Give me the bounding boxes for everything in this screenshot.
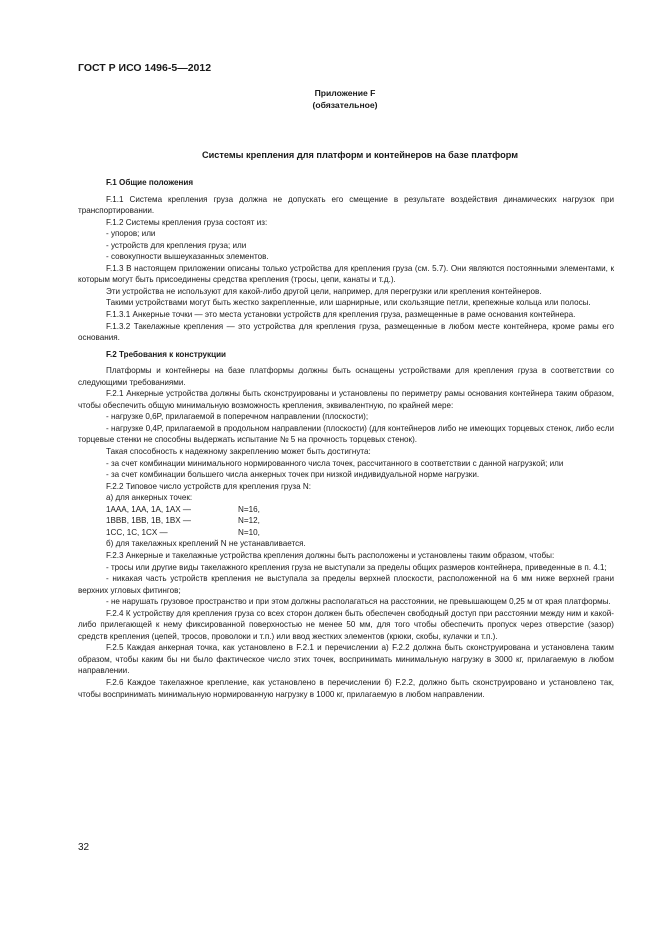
para-f22b: б) для такелажных креплений N не устанавливается.: [106, 539, 306, 549]
list-item: - нагрузке 0,6P, прилагаемой в поперечном направлении (плоскости);: [106, 412, 369, 422]
list-item: - упоров; или: [106, 229, 156, 239]
container-types: 1BBB, 1BB, 1B, 1BX —: [106, 516, 192, 526]
heading-f1: F.1 Общие положения: [106, 178, 194, 187]
anchor-count: N=10,: [238, 527, 260, 537]
document-body: [78, 177, 614, 700]
para-f23: F.2.3 Анкерные и такелажные устройства крепления должны быть расположены и установлены таким образом, чтобы:: [106, 550, 555, 560]
para-f1131: F.1.3.1 Анкерные точки — это места установки устройств для крепления груза, размещенные в раме основания контейнера.: [106, 310, 576, 320]
para-f21: F.2.1 Анкерные устройства должны быть сконструированы и установлены по периметру рамы основания контейнера таким образом, чтобы обеспечить общую минимальную возможность крепления, эквивалентную, по крайней мере:: [78, 389, 614, 410]
para-f21c: Такая способность к надежному закреплению может быть достигнута:: [106, 447, 371, 457]
standard-header: ГОСТ Р ИСО 1496-5—2012: [78, 62, 212, 74]
para-f112: F.1.2 Системы крепления груза состоят из:: [106, 217, 268, 227]
container-types: 1AAA, 1AA, 1A, 1AX —: [106, 504, 192, 514]
anchor-count: N=12,: [238, 516, 260, 526]
list-item: - тросы или другие виды такелажного крепления груза не выступали за пределы общих размеров контейнера, приведенные в п. 4.1;: [106, 562, 607, 572]
list-item: - совокупности вышеуказанных элементов.: [106, 252, 269, 262]
list-item: - за счет комбинации большего числа анкерных точек при низкой индивидуальной норме нагрузки.: [106, 470, 480, 480]
para-f1132: F.1.3.2 Такелажные крепления — это устройства для крепления груза, размещенные в любом месте контейнера, кроме рамы его основания.: [78, 321, 614, 343]
para-f25: F.2.5 Каждая анкерная точка, как установлено в F.2.1 и перечислении а) F.2.2 должна быть сконструирована и установлена таким образом, чтобы каким бы ни было фактическое число этих точек, воспринимать минимальную нагрузку в 3000 кг, прилагаемую в любом направлении.: [78, 643, 614, 676]
heading-f2: F.2 Требования к конструкции: [106, 349, 227, 359]
para-f22a: а) для анкерных точек:: [106, 493, 193, 503]
appendix-status: (обязательное): [312, 100, 378, 110]
list-item: - не нарушать грузовое пространство и при этом должны располагаться на расстоянии, не превышающем 0,25 м от края платформы.: [106, 597, 611, 607]
para-f113: F.1.3 В настоящем приложении описаны только устройства для крепления груза (см. 5.7). Они являются постоянными элементами, к которым могут быть присоединены средства крепления (тросы, цепи, канаты и т.д.).: [78, 263, 614, 285]
para-f22: F.2.2 Типовое число устройств для крепления груза N:: [106, 481, 311, 491]
list-item: - за счет комбинации минимального нормированного числа точек, рассчитанного в соответствии с данной нагрузкой; или: [106, 458, 564, 468]
para-f26: F.2.6 Каждое такелажное крепление, как установлено в перечислении б) F.2.2, должно быть сконструировано и установлено так, чтобы воспринимать минимальную нормированную нагрузку в 1000 кг, прилагаемую в любом направлении.: [78, 677, 614, 699]
para-f113c: Такими устройствами могут быть жестко закрепленные, или шарнирные, или скользящие петли, крепежные кольца или полосы.: [106, 298, 591, 308]
table-row: [78, 515, 614, 527]
para-f24: F.2.4 К устройству для крепления груза со всех сторон должен быть обеспечен свободный доступ при расстоянии между ним и какой-либо прилегающей к нему фиксированной поверхностью не менее 50 мм, для того чтобы обеспечить пропуск через отверстие (зазор) средств крепления (цепей, тросов, проволоки и т.п.) или ввод жестких элементов (крюки, скобы, кулачки и т.п.).: [78, 608, 614, 641]
page-number: 32: [78, 842, 90, 853]
para-f111: F.1.1 Система крепления груза должна не допускать его смещение в результате воздействия динамических нагрузок при транспортировании.: [78, 194, 614, 216]
table-row: [78, 527, 614, 539]
list-item: - устройств для крепления груза; или: [106, 240, 247, 250]
list-item: - никакая часть устройств крепления не выступала за пределы верхней плоскости, расположенной на 6 мм ниже верхней грани верхних угловых фитингов;: [78, 574, 614, 595]
section-title: Системы крепления для платформ и контейнеров на базе платформ: [201, 150, 519, 160]
anchor-count: N=16,: [238, 504, 260, 514]
table-row: [78, 504, 614, 516]
container-types: 1CC, 1C, 1CX —: [106, 527, 168, 537]
list-item: - нагрузке 0,4P, прилагаемой в продольном направлении (плоскости) (для контейнеров либо не имеющих торцевых стенок, либо если торцевые стенки не способны выдержать испытание № 5 на прочность торцевых стенок).: [78, 423, 614, 445]
para-f113b: Эти устройства не используют для какой-либо другой цели, например, для перегрузки или крепления контейнеров.: [106, 286, 542, 296]
appendix-title: Приложение F: [314, 88, 376, 98]
para-f2-intro: Платформы и контейнеры на базе платформы должны быть оснащены устройствами для крепления груза в соответствии со следующими требованиями.: [78, 366, 614, 387]
